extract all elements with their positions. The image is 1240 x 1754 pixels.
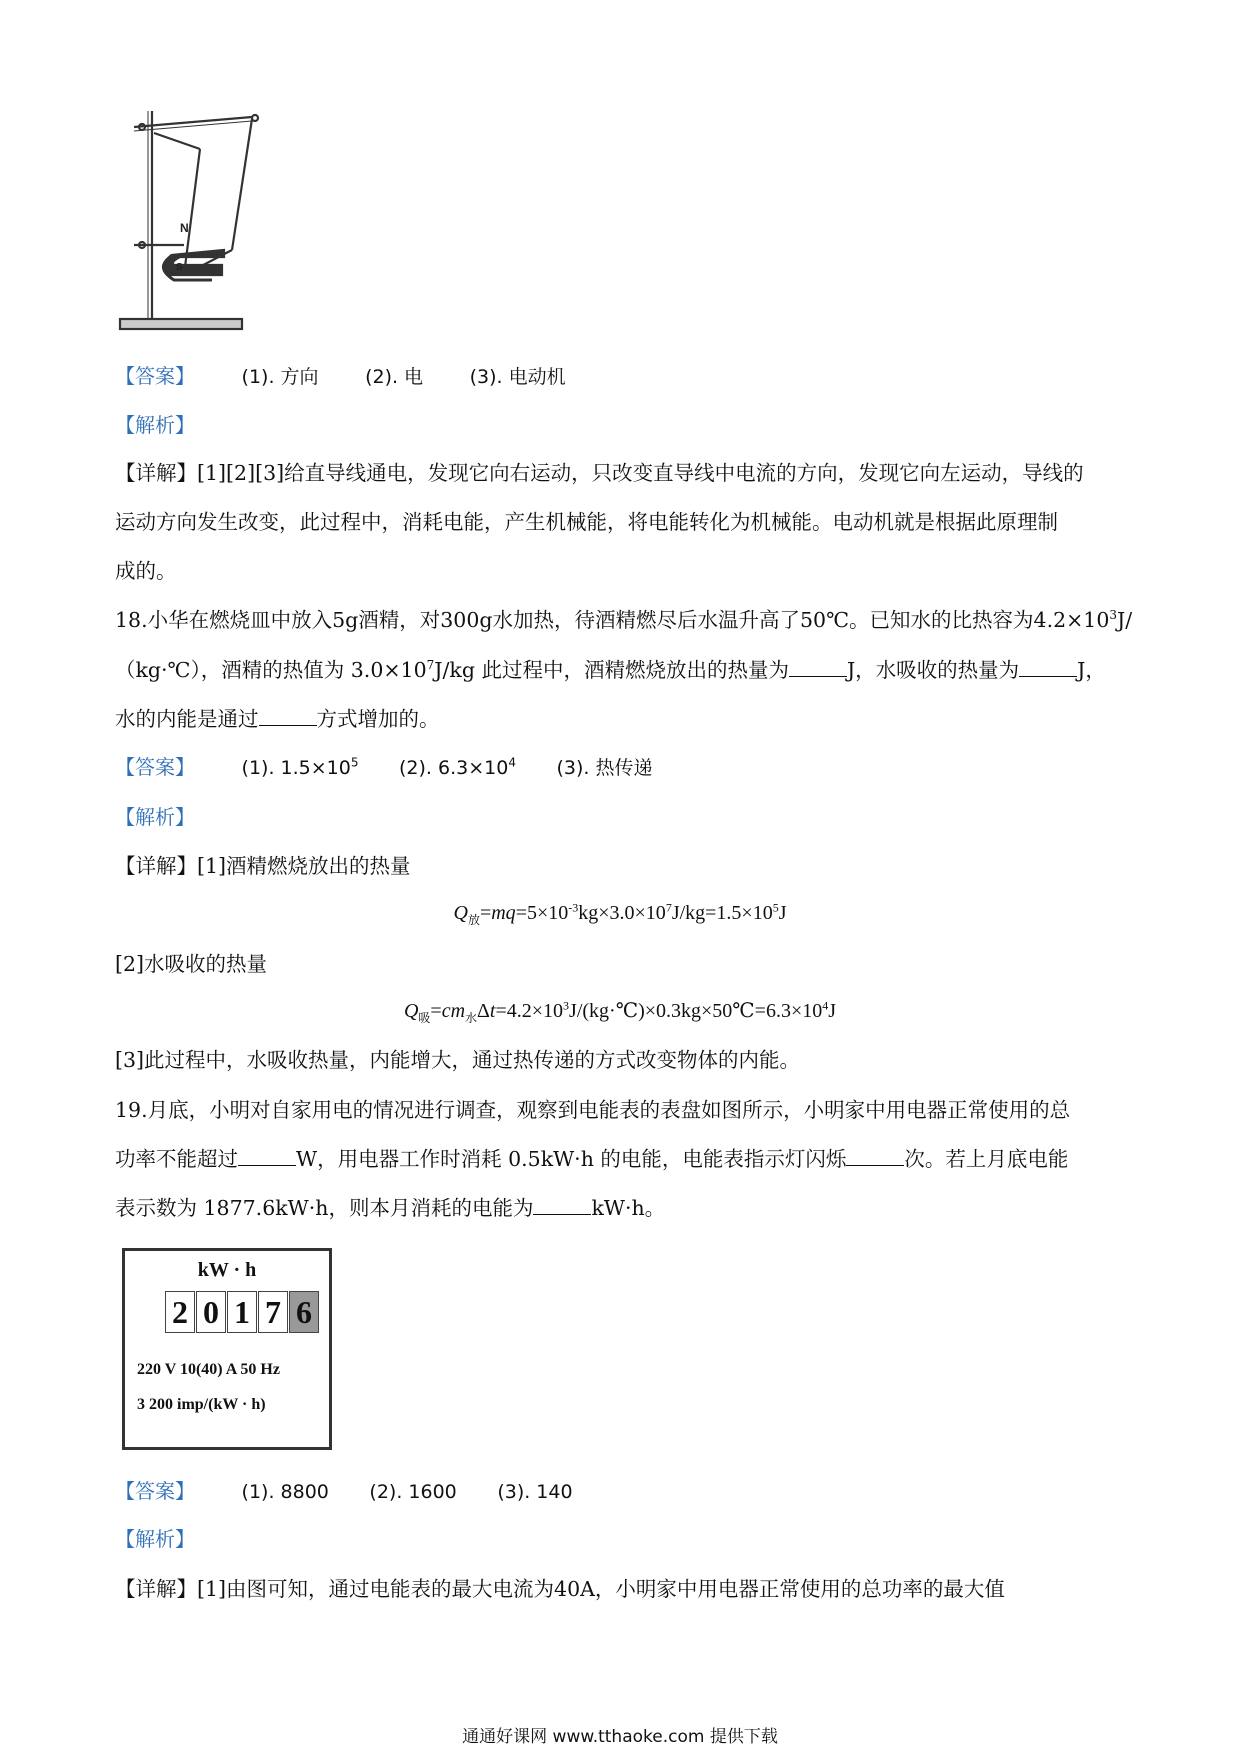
meter-digit: 0 bbox=[196, 1291, 226, 1333]
answer-blank bbox=[846, 1147, 904, 1166]
analysis-tag: 【解析】 bbox=[115, 805, 195, 829]
detail-tag: 【详解】 bbox=[115, 854, 197, 878]
q18-question-line-2: （kg·℃），酒精的热值为 $3.0\times 10^7J/kg$ 此过程中，酒精燃烧放出的热量为 J，水吸收的热量为 J， bbox=[115, 658, 1106, 682]
answer-blank bbox=[259, 707, 317, 726]
q18-answer-line bbox=[115, 752, 653, 783]
q19-answer-2: (2). 1600 bbox=[369, 1481, 457, 1503]
meter-digit: 7 bbox=[258, 1291, 288, 1333]
q18-detail-2: [2]水吸收的热量 bbox=[115, 952, 268, 976]
meter-spec-constant: 3 200 imp/(kW · h) bbox=[137, 1396, 266, 1413]
q17-answer-line bbox=[115, 361, 566, 392]
analysis-tag: 【解析】 bbox=[115, 1527, 195, 1551]
answer-blank bbox=[1019, 658, 1077, 677]
q19-question-line-3: 表示数为 1877.6kW·h，则本月消耗的电能为 kW·h。 bbox=[115, 1196, 666, 1220]
q19-answer-1: (1). 8800 bbox=[241, 1481, 329, 1503]
meter-spec-rating: 220 V 10(40) A 50 Hz bbox=[137, 1361, 280, 1378]
magnet-n-label: N bbox=[180, 221, 189, 235]
q19-question-line-2: 功率不能超过 W，用电器工作时消耗 0.5kW·h 的电能，电能表指示灯闪烁 次。若上月底电能 bbox=[115, 1147, 1069, 1171]
detail-tag: 【详解】 bbox=[115, 1577, 197, 1601]
energy-meter-figure bbox=[122, 1248, 332, 1450]
q17-answer-2: (2). 电 bbox=[365, 366, 424, 388]
q17-answer-1: (1). 方向 bbox=[241, 366, 319, 388]
answer-blank bbox=[533, 1196, 591, 1215]
q18-question-line-3: 水的内能是通过 方式增加的。 bbox=[115, 707, 440, 731]
q18-answer-2: (2). $6.3\times 10^4$ bbox=[399, 755, 516, 779]
answer-blank bbox=[789, 658, 847, 677]
q18-detail-1: 【详解】[1]酒精燃烧放出的热量 bbox=[115, 854, 411, 878]
q17-detail-line-1: 【详解】[1][2][3]给直导线通电，发现它向右运动，只改变直导线中电流的方向，发现它向左运动，导线的 bbox=[115, 461, 1084, 485]
meter-digit-decimal: 6 bbox=[289, 1291, 319, 1333]
q18-formula-1: $Q_放=mq=5\times 10^{-3}kg\times 3.0\times 10^7J/kg=1.5\times 10^5J$ bbox=[453, 900, 787, 927]
motor-principle-figure bbox=[112, 105, 272, 341]
q18-detail-3: [3]此过程中，水吸收热量，内能增大，通过热传递的方式改变物体的内能。 bbox=[115, 1048, 801, 1072]
magnet-s-label: S bbox=[176, 262, 183, 273]
q17-answer-3: (3). 电动机 bbox=[469, 366, 566, 388]
detail-tag: 【详解】 bbox=[115, 461, 197, 485]
answer-blank bbox=[238, 1147, 296, 1166]
meter-unit: kW · h bbox=[197, 1259, 257, 1281]
q18-answer-1: (1). $1.5\times 10^5$ bbox=[241, 755, 359, 779]
q19-answer-line bbox=[115, 1476, 573, 1507]
answer-tag: 【答案】 bbox=[115, 364, 195, 388]
meter-digits bbox=[165, 1291, 320, 1333]
meter-digit: 2 bbox=[165, 1291, 195, 1333]
meter-digit: 1 bbox=[227, 1291, 257, 1333]
q19-answer-3: (3). 140 bbox=[497, 1481, 573, 1503]
answer-tag: 【答案】 bbox=[115, 755, 195, 779]
page-footer: 通通好课网 www.tthaoke.com 提供下载 bbox=[462, 1727, 778, 1747]
q17-detail-line-2: 运动方向发生改变，此过程中，消耗电能，产生机械能，将电能转化为机械能。电动机就是根据此原理制 bbox=[115, 510, 1058, 534]
q18-formula-2: $Q_吸=cm_水\Delta t=4.2\times 10^3J/(kg\cdot℃)\times 0.3kg\times 50℃=6.3\times 10^4J$ bbox=[403, 998, 837, 1025]
analysis-tag: 【解析】 bbox=[115, 413, 195, 437]
q19-question-line-1: 19.月底，小明对自家用电的情况进行调查，观察到电能表的表盘如图所示，小明家中用电器正常使用的总 bbox=[115, 1098, 1071, 1122]
q18-question-line-1: 18.小华在燃烧皿中放入5g酒精，对300g水加热，待酒精燃尽后水温升高了50℃。已知水的比热容为$4.2\times 10^3J/$ bbox=[115, 608, 1133, 632]
answer-tag: 【答案】 bbox=[115, 1479, 195, 1503]
q17-detail-line-3: 成的。 bbox=[115, 559, 177, 583]
q19-detail-1: 【详解】[1]由图可知，通过电能表的最大电流为40A，小明家中用电器正常使用的总功率的最大值 bbox=[115, 1577, 1005, 1601]
q18-answer-3: (3). 热传递 bbox=[556, 757, 653, 779]
